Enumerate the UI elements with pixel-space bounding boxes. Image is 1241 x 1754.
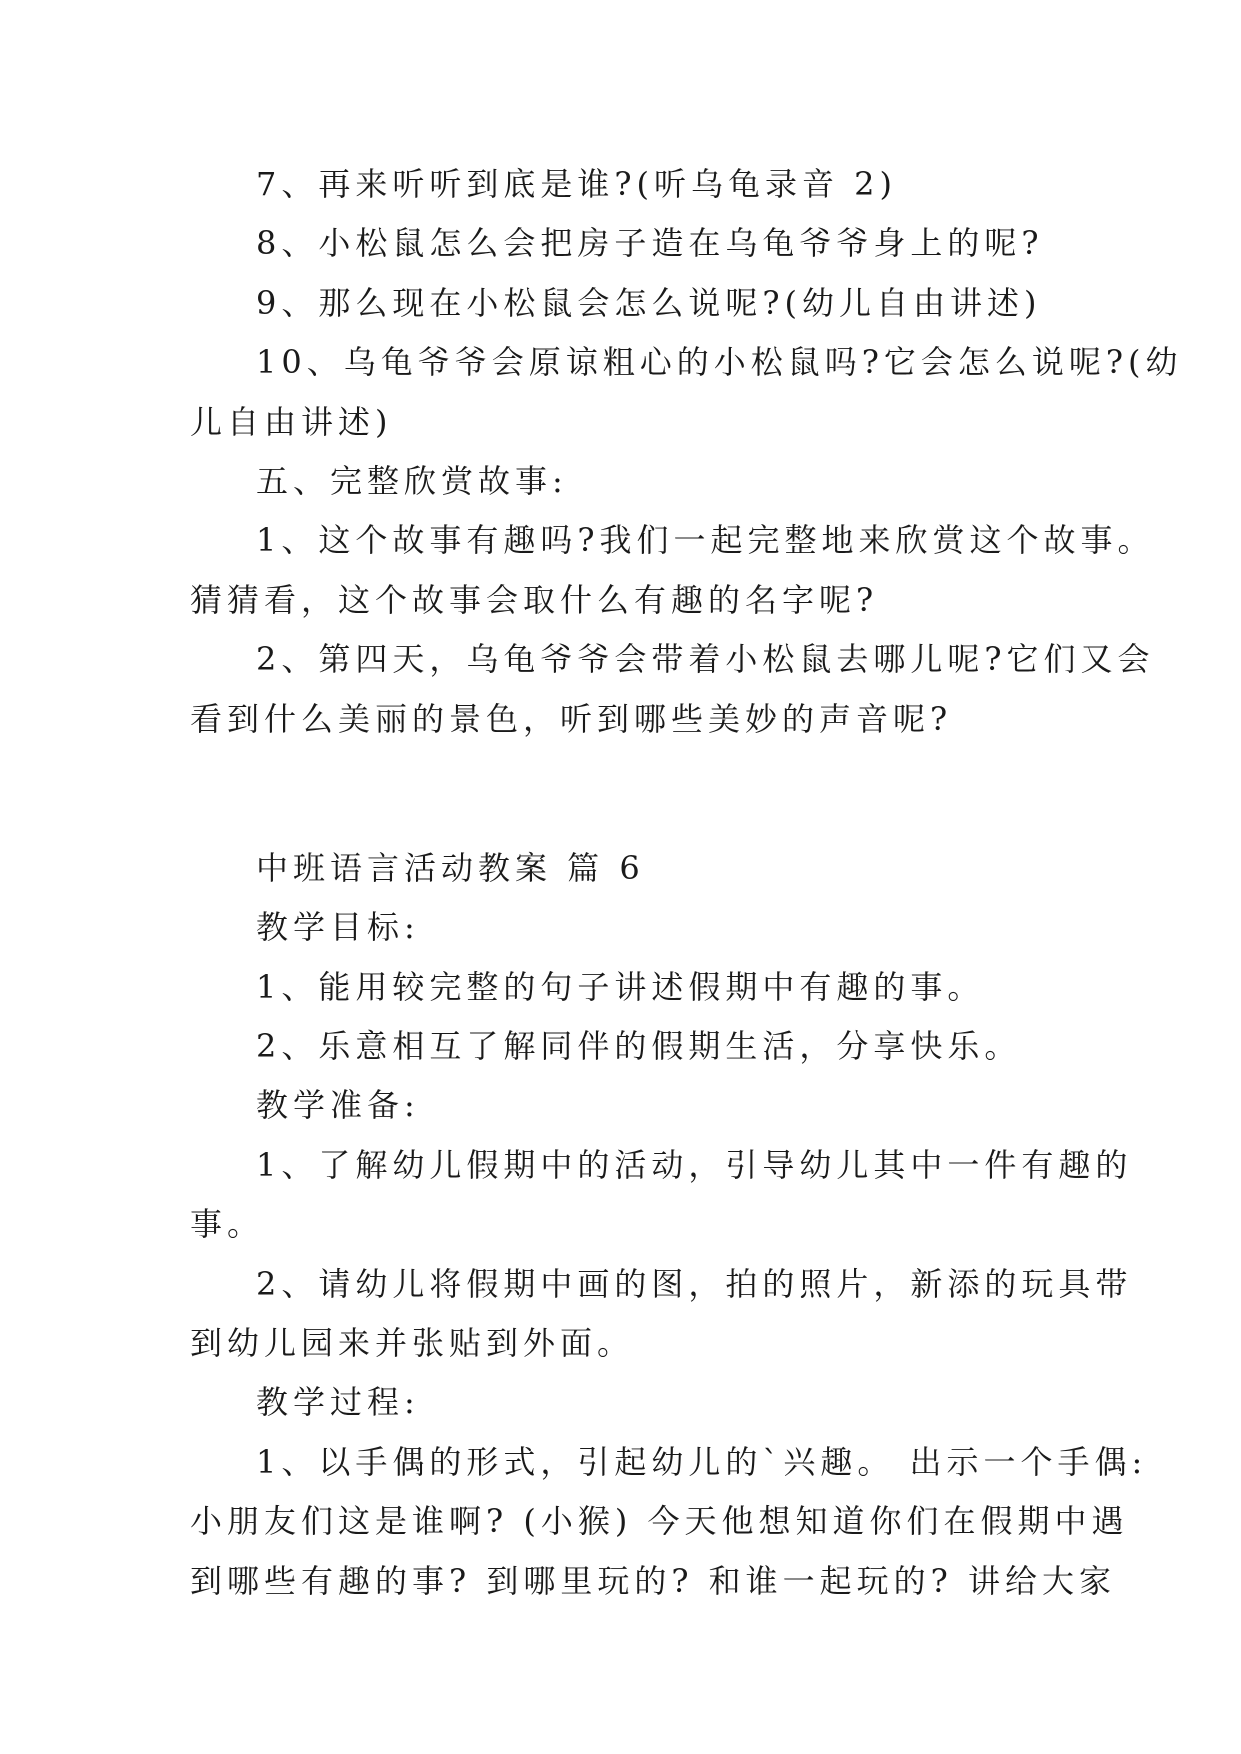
paragraph-line: 小朋友们这是谁啊? (小猴) 今天他想知道你们在假期中遇 [190,1502,1129,1541]
paragraph-line: 2、请幼儿将假期中画的图，拍的照片，新添的玩具带 [256,1264,1133,1303]
paragraph-line: 事。 [190,1205,265,1244]
section-heading: 教学准备: [256,1086,420,1125]
paragraph-line: 7、再来听听到底是谁?(听乌龟录音 2) [256,165,898,203]
paragraph-line: 看到什么美丽的景色，听到哪些美妙的声音呢? [190,699,953,738]
paragraph-line: 9、那么现在小松鼠会怎么说呢?(幼儿自由讲述) [256,283,1042,322]
paragraph-line: 到幼儿园来并张贴到外面。 [190,1324,635,1363]
paragraph-line: 10、乌龟爷爷会原谅粗心的小松鼠吗?它会怎么说呢?(幼 [256,343,1183,382]
section-heading: 教学过程: [256,1383,420,1422]
paragraph-line: 2、乐意相互了解同伴的假期生活，分享快乐。 [256,1027,1022,1066]
paragraph-line: 1、了解幼儿假期中的活动，引导幼儿其中一件有趣的 [256,1145,1133,1184]
paragraph-line: 2、第四天，乌龟爷爷会带着小松鼠去哪儿呢?它们又会 [256,640,1155,679]
section-heading: 教学目标: [256,908,420,947]
paragraph-line: 猜猜看，这个故事会取什么有趣的名字呢? [190,580,879,619]
paragraph-line: 1、以手偶的形式，引起幼儿的`兴趣。 出示一个手偶: [256,1442,1148,1481]
paragraph-line: 1、能用较完整的句子讲述假期中有趣的事。 [256,967,985,1006]
section-heading: 五、完整欣赏故事: [256,461,568,500]
paragraph-line: 8、小松鼠怎么会把房子造在乌龟爷爷身上的呢? [256,224,1044,263]
paragraph-line: 到哪些有趣的事? 到哪里玩的? 和谁一起玩的? 讲给大家 [190,1561,1116,1600]
paragraph-line: 儿自由讲述) [190,402,393,441]
paragraph-line: 1、这个故事有趣吗?我们一起完整地来欣赏这个故事。 [256,521,1155,560]
document-body [190,155,1183,1611]
section-gap [190,749,1070,839]
document-title: 中班语言活动教案 篇 6 [256,848,645,887]
